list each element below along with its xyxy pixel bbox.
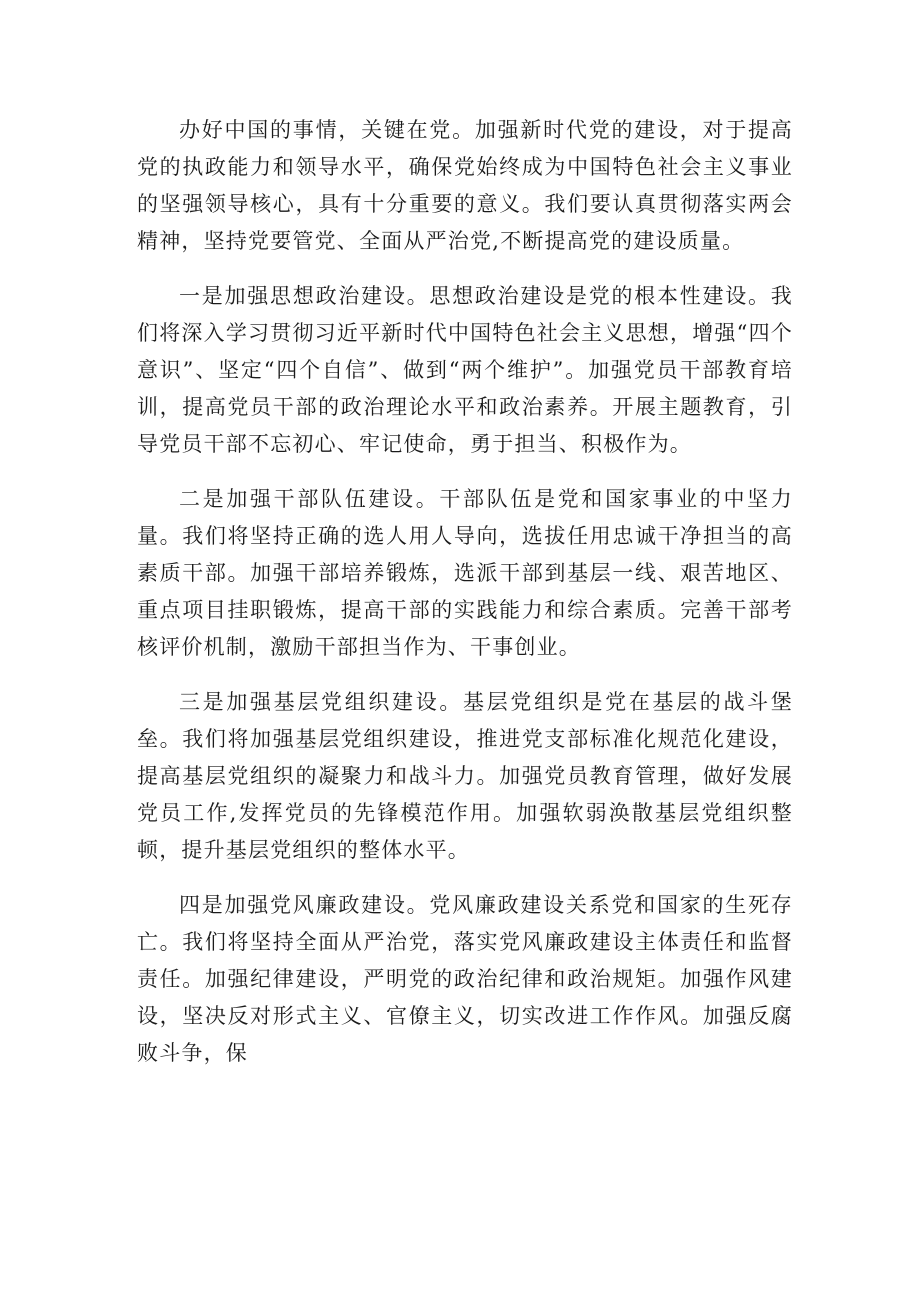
paragraph-intro: 办好中国的事情，关键在党。加强新时代党的建设，对于提高党的执政能力和领导水平，确保党始终成为中国特色社会主义事业的坚强领导核心，具有十分重要的意义。我们要认真贯彻落实两会精神，坚持党要管党、全面从严治党,不断提高党的建设质量。	[137, 118, 793, 253]
document-body	[137, 112, 793, 1090]
paragraph-ideological-political: 一是加强思想政治建设。思想政治建设是党的根本性建设。我们将深入学习贯彻习近平新时代中国特色社会主义思想，增强“四个意识”、坚定“四个自信”、做到“两个维护”。加强党员干部教育培训，提高党员干部的政治理论水平和政治素养。开展主题教育，引导党员干部不忘初心、牢记使命，勇于担当、积极作为。	[137, 284, 793, 456]
paragraph-cadre-team: 二是加强干部队伍建设。干部队伍是党和国家事业的中坚力量。我们将坚持正确的选人用人导向，选拔任用忠诚干净担当的高素质干部。加强干部培养锻炼，选派干部到基层一线、艰苦地区、重点项目挂职锻炼，提高干部的实践能力和综合素质。完善干部考核评价机制，激励干部担当作为、干事创业。	[137, 487, 793, 659]
paragraph-clean-governance: 四是加强党风廉政建设。党风廉政建设关系党和国家的生死存亡。我们将坚持全面从严治党，落实党风廉政建设主体责任和监督责任。加强纪律建设，严明党的政治纪律和政治规矩。加强作风建设，坚决反对形式主义、官僚主义，切实改进工作作风。加强反腐败斗争，保	[137, 893, 793, 1065]
paragraph-grassroots-organization: 三是加强基层党组织建设。基层党组织是党在基层的战斗堡垒。我们将加强基层党组织建设，推进党支部标准化规范化建设，提高基层党组织的凝聚力和战斗力。加强党员教育管理，做好发展党员工作,发挥党员的先锋模范作用。加强软弱涣散基层党组织整顿，提升基层党组织的整体水平。	[137, 690, 793, 862]
